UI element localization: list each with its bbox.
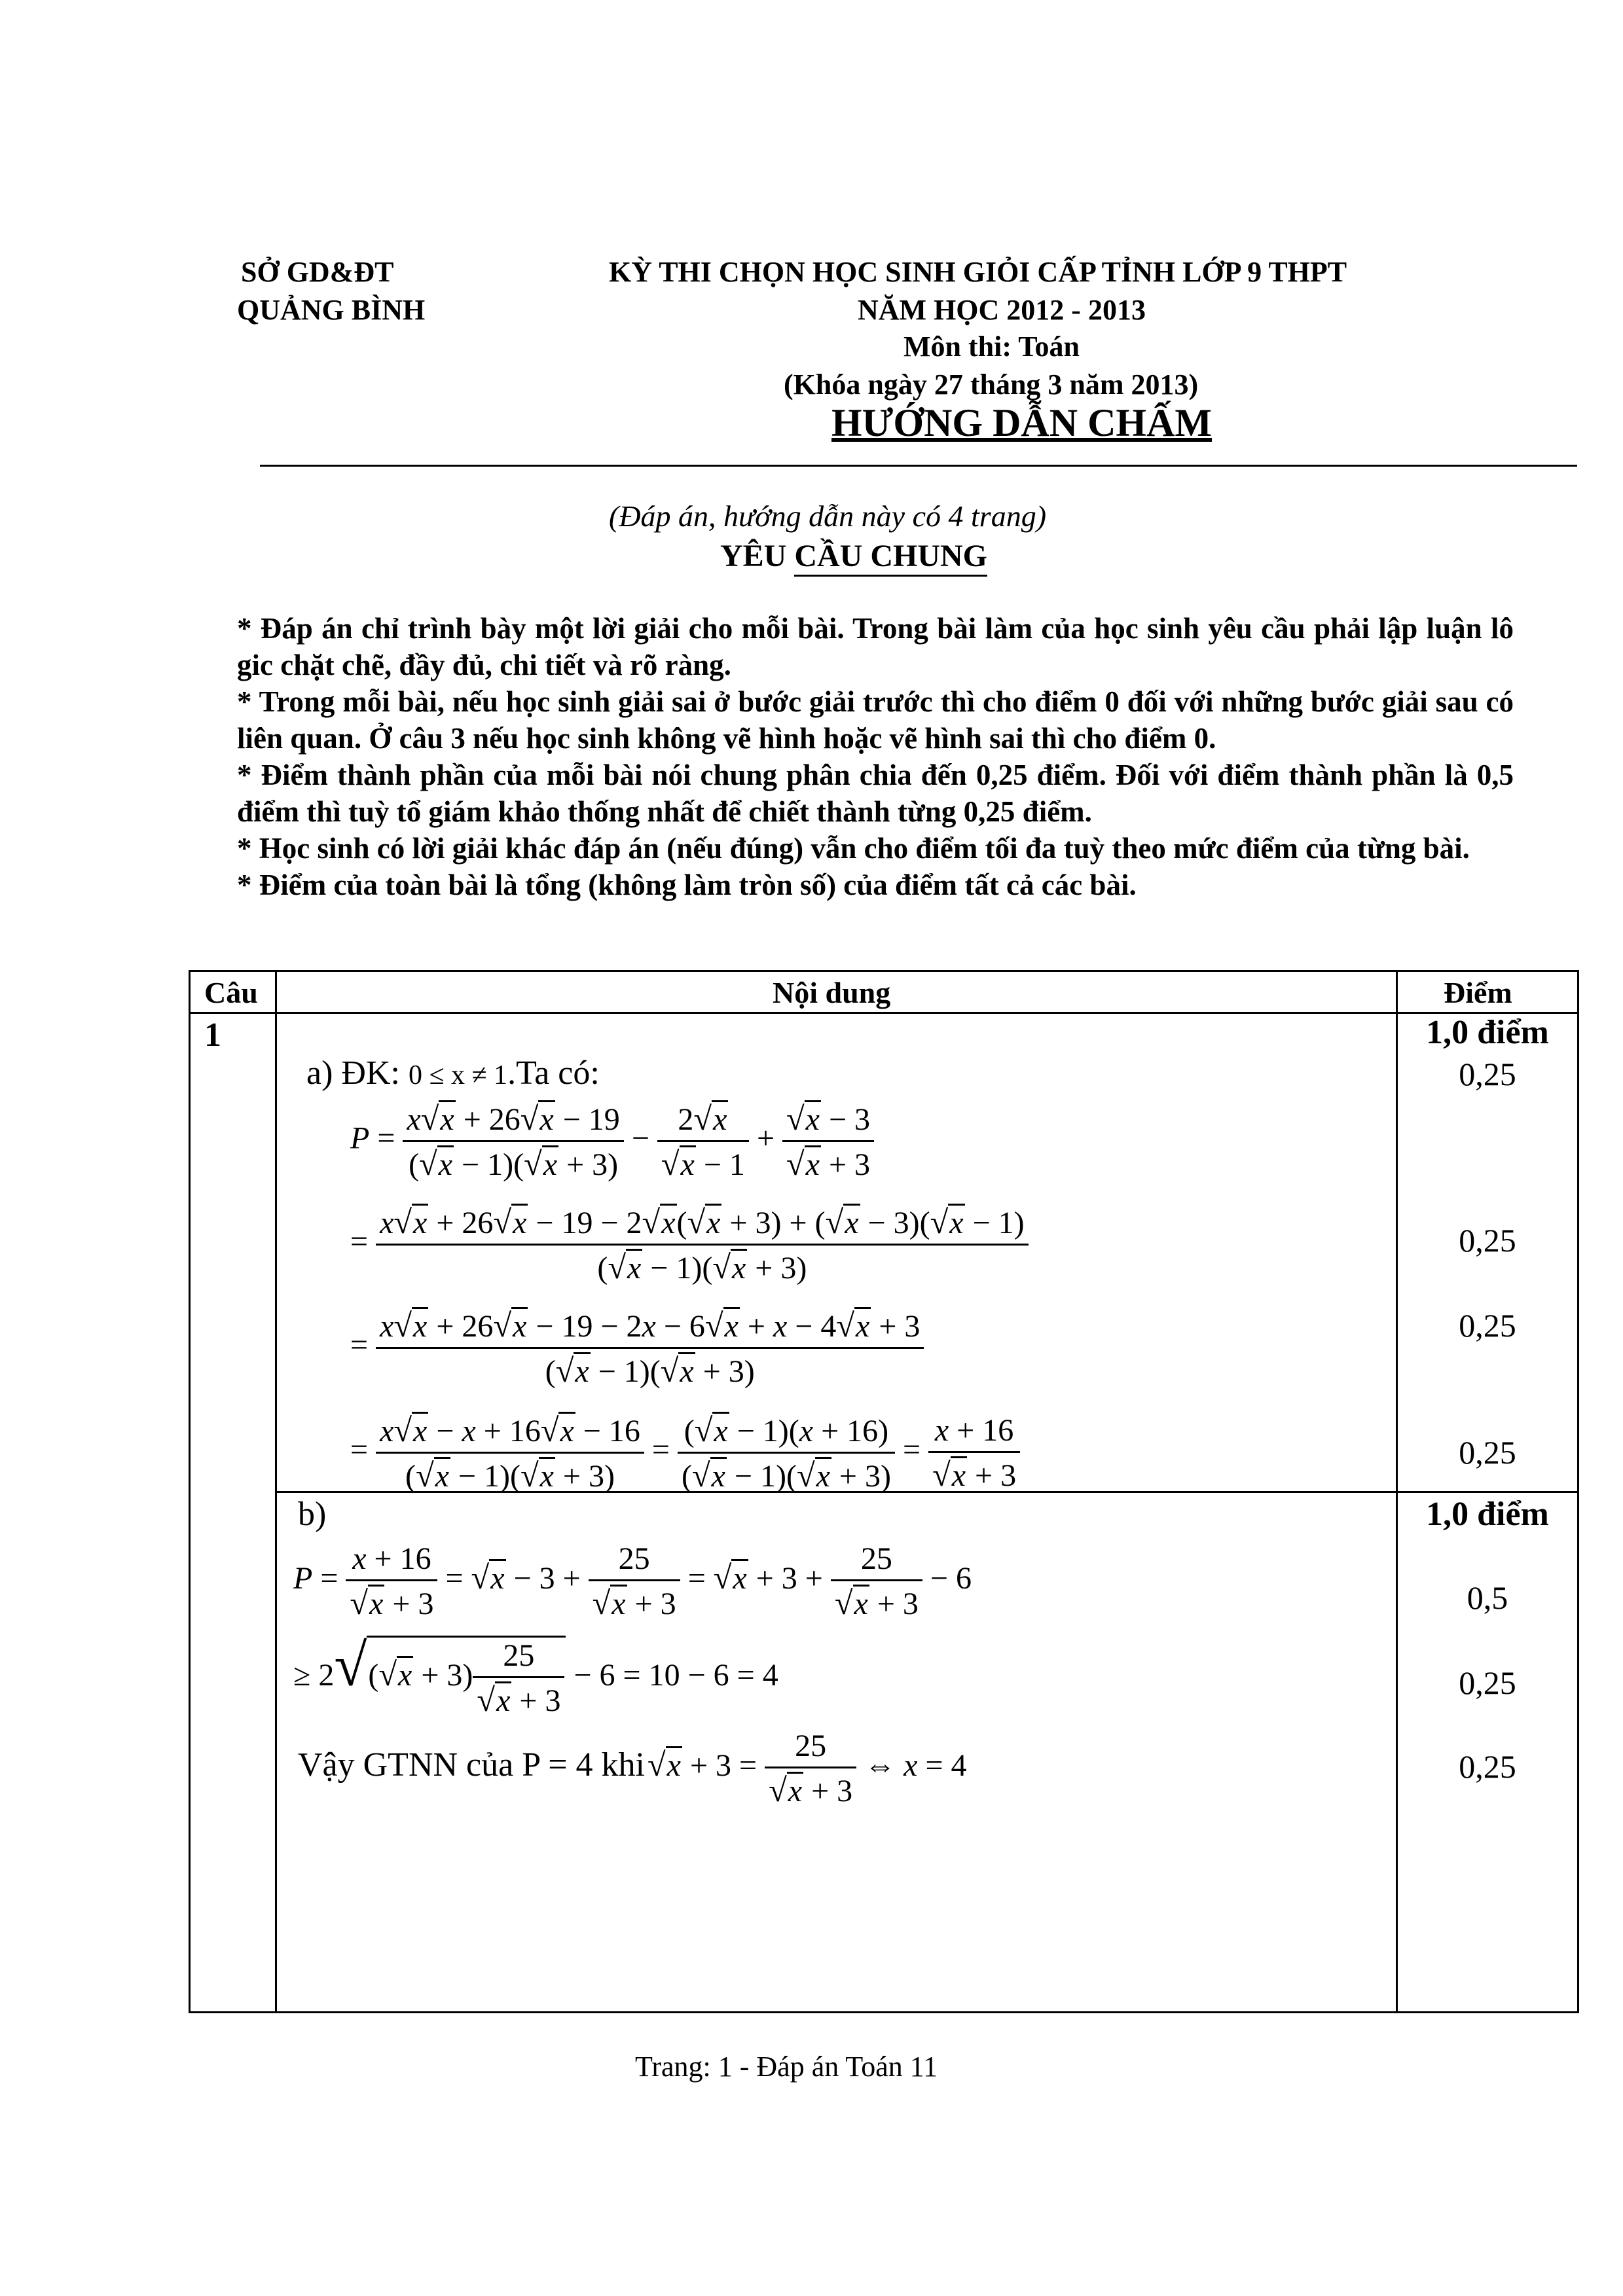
exam-name: KỲ THI CHỌN HỌC SINH GIỎI CẤP TỈNH LỚP 9 THPT [609, 256, 1347, 288]
equation-p-definition: P = $\frac{x√x + 26√x - 19}{(√x - 1)(√x + 3)}$ − $\frac{2√x}{√x - 1}$ + $\frac{√x - 3}{√x + 3}$ [350, 1100, 874, 1183]
requirement-item: * Điểm thành phần của mỗi bài nói chung phân chia đến 0,25 điểm. Đối với điểm thành phần là 0,5 điểm thì tuỳ tổ giám khảo thống nhất để chiết thành từng 0,25 điểm. [237, 759, 1514, 828]
page-count-note: (Đáp án, hướng dẫn này có 4 trang) [609, 499, 1047, 533]
requirement-item: * Trong mỗi bài, nếu học sinh giải sai ở bước giải trước thì cho điểm 0 đối với những bước giải sau có liên quan. Ở câu 3 nếu học sinh không vẽ hình hoặc vẽ hình sai thì cho điểm 0. [237, 685, 1514, 755]
page-footer: Trang: 1 - Đáp án Toán 11 [635, 2051, 938, 2083]
part-a-score-4: 0,25 [1459, 1434, 1516, 1471]
part-b-conclusion: Vậy GTNN của P = 4 khi √x + 3 = $\frac{25}{√x + 3}$ ⇔ x = 4 [298, 1729, 967, 1808]
conclusion-text: Vậy GTNN của P = 4 khi [298, 1746, 645, 1784]
part-a-label: a) ĐK: [306, 1054, 400, 1092]
equation-b-inequality: ≥ 2√(√x + 3) $\frac{25}{√x + 3}$ − 6 = 10 − 6 = 4 [293, 1632, 778, 1718]
question-number: 1 [204, 1016, 221, 1054]
part-a-score-3: 0,25 [1459, 1307, 1516, 1344]
equation-step-3: = $\frac{x√x + 26√x - 19 - 2x - 6√x + x - 4√x + 3}{(√x - 1)(√x + 3)}$ [350, 1306, 924, 1390]
page-title: HƯỚNG DẪN CHẤM [831, 401, 1213, 444]
part-a-score-2: 0,25 [1459, 1222, 1516, 1259]
requirement-item: * Học sinh có lời giải khác đáp án (nếu đúng) vẫn cho điểm tối đa tuỳ theo mức điểm của từng bài. [237, 832, 1470, 865]
column-header-question: Câu [204, 976, 258, 1009]
subject: Môn thi: Toán [903, 331, 1080, 363]
requirement-item: * Điểm của toàn bài là tổng (không làm tròn số) của điểm tất cả các bài. [237, 869, 1137, 901]
department-name: SỞ GD&ĐT [241, 256, 394, 288]
column-header-content: Nội dung [773, 976, 891, 1009]
part-b-score-3: 0,25 [1459, 1748, 1516, 1785]
school-year: NĂM HỌC 2012 - 2013 [858, 294, 1146, 326]
equation-b-transform: P = $\frac{x + 16}{√x + 3}$ = √x − 3 + $\frac{25}{√x + 3}$ = √x + 3 + $\frac{25}{√x + 3}$ − 6 [293, 1541, 972, 1621]
general-requirements-heading [720, 538, 987, 574]
condition-expression: 0 ≤ x ≠ 1 [408, 1060, 508, 1090]
equation-step-4: = $\frac{x√x - x + 16√x - 16}{(√x - 1)(√x + 3)}$ = $\frac{(√x - 1)(x + 16)}{(√x - 1)(√x + 3)}$ = $\frac{x + 16}{√x + 3}$ [350, 1411, 1020, 1494]
table-bottom-border [189, 2011, 1579, 2013]
part-b-score-1: 0,5 [1467, 1579, 1508, 1616]
table-left-border [189, 970, 191, 2013]
part-b-total-score: 1,0 điểm [1426, 1496, 1549, 1533]
table-top-border [189, 970, 1579, 972]
requirements-heading-part2: CẦU CHUNG [794, 539, 987, 577]
part-b-score-2: 0,25 [1459, 1664, 1516, 1701]
part-a-condition-tail: .Ta có: [507, 1054, 600, 1092]
requirement-item: * Đáp án chỉ trình bày một lời giải cho mỗi bài. Trong bài làm của học sinh yêu cầu phải lập luận lô gic chặt chẽ, đầy đủ, chi tiết và rõ ràng. [237, 612, 1514, 681]
table-header-divider [189, 1012, 1579, 1014]
exam-date: (Khóa ngày 27 tháng 3 năm 2013) [784, 368, 1199, 401]
part-b-label: b) [298, 1496, 327, 1533]
column-header-score: Điểm [1444, 976, 1512, 1009]
requirements-heading-part1: YÊU [720, 539, 795, 573]
requirements-list [237, 610, 1514, 903]
part-a-condition [306, 1054, 600, 1092]
part-a-score-1: 0,25 [1459, 1056, 1516, 1092]
header-divider [260, 465, 1577, 467]
equation-step-2: = $\frac{x√x + 26√x - 19 - 2√x(√x + 3) + (√x - 3)(√x - 1)}{(√x - 1)(√x + 3)}$ [350, 1203, 1029, 1286]
part-a-total-score: 1,0 điểm [1426, 1014, 1549, 1051]
province-name: QUẢNG BÌNH [237, 294, 426, 326]
